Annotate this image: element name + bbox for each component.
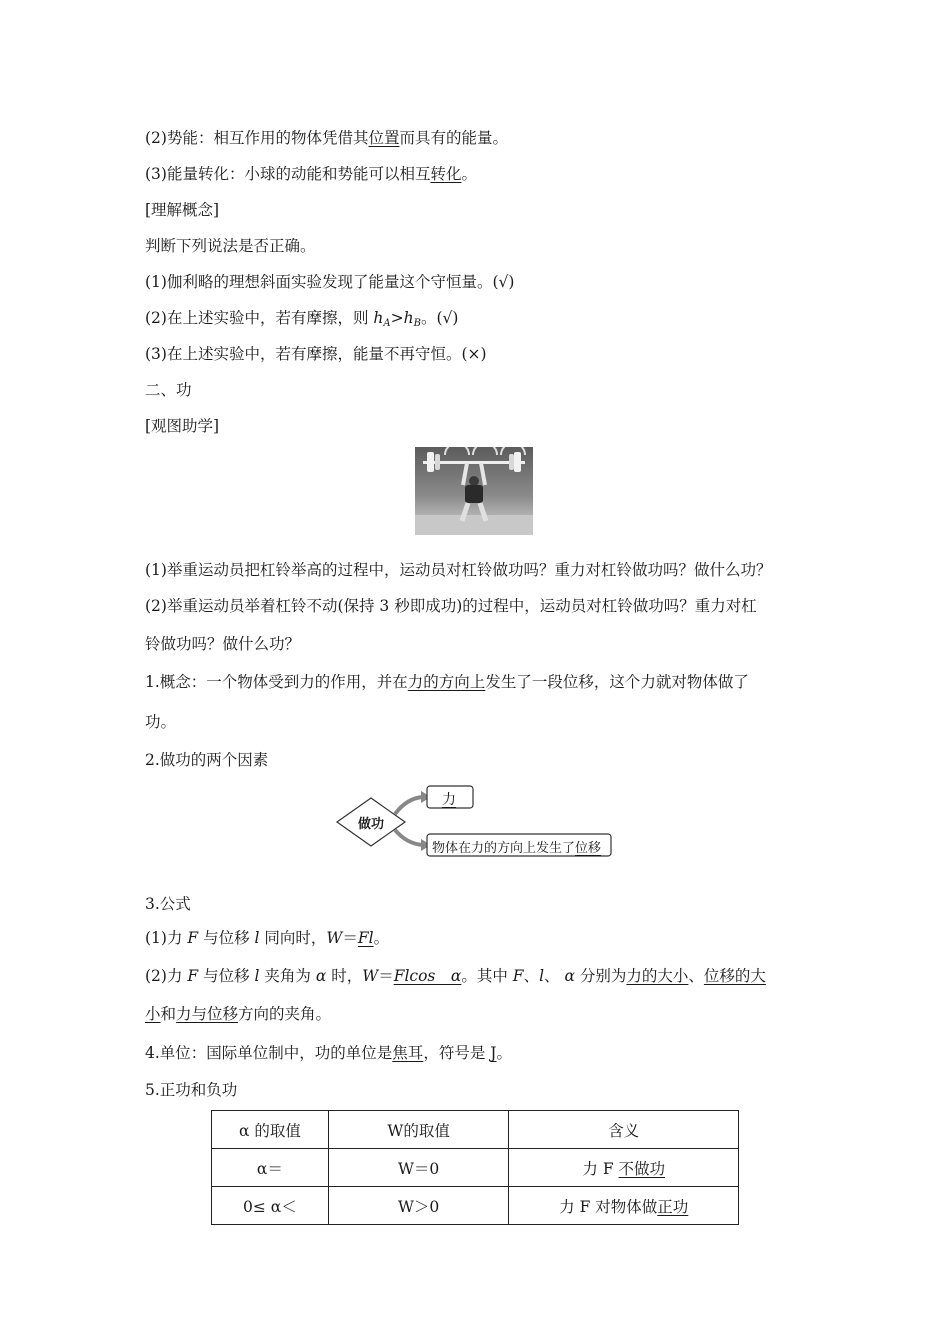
answer-force-direction: 力的方向上 (407, 673, 486, 691)
section-heading-observe: [观图助学] (145, 417, 220, 435)
header-alpha: α 的取值 (212, 1111, 329, 1149)
text: ＝ (378, 967, 394, 985)
text: 和 (160, 1005, 177, 1023)
displacement-label (432, 837, 601, 856)
section-heading-work: 二、功 (145, 381, 192, 399)
weightlifter-photo (415, 447, 533, 535)
answer-positive-work: 正功 (657, 1197, 689, 1216)
table-row (212, 1187, 739, 1225)
question-1: (1)举重运动员把杠铃举高的过程中，运动员对杠铃做功吗？重力对杠铃做功吗？做什么功？ (145, 561, 772, 579)
arrow-up-icon (395, 797, 423, 814)
text: (2)势能：相互作用的物体凭借其 (145, 129, 369, 147)
text: ＝ (342, 929, 358, 947)
var-alpha: α (315, 967, 327, 985)
var-l: l (254, 929, 260, 947)
answer-joule: 焦耳 (392, 1044, 424, 1062)
answer-displacement: 位移 (575, 841, 602, 856)
formula-2-line-2 (145, 1004, 331, 1024)
text: 与位移 (198, 967, 255, 985)
sub-b: B (413, 318, 421, 329)
text: 发生了一段位移，这个力就对物体做了 (485, 673, 749, 691)
section-heading-understand: [理解概念] (145, 201, 220, 219)
text: 方向的夹角。 (238, 1005, 332, 1023)
var-l: l (254, 967, 260, 985)
text: 分别为 (574, 967, 627, 985)
concept-line-2: 功。 (145, 713, 177, 731)
energy-conversion-line (145, 164, 477, 184)
unit-line (145, 1043, 512, 1063)
concept-line-1 (145, 672, 749, 692)
answer-Flcos: Flcos α (393, 967, 462, 985)
arrow-down-icon (395, 830, 423, 845)
text: (2)力 (145, 967, 188, 985)
var-F: F (512, 967, 524, 985)
answer-no-work: 不做功 (618, 1159, 666, 1178)
answer-displacement-magnitude-end: 小 (145, 1005, 161, 1023)
table-header-row (212, 1111, 739, 1149)
text: 。 (373, 929, 390, 947)
var-F: F (187, 929, 199, 947)
text: 力 F 对物体做 (559, 1197, 658, 1216)
answer-conversion: 转化 (430, 165, 462, 183)
text: 与位移 (198, 929, 255, 947)
text: 时， (326, 967, 363, 985)
header-w: W的取值 (328, 1111, 509, 1149)
header-meaning: 含义 (509, 1111, 739, 1149)
cell-meaning (509, 1149, 739, 1187)
text: (3)能量转化：小球的动能和势能可以相互 (145, 165, 431, 183)
text: (2)在上述实验中，若有摩擦，则 (145, 309, 374, 327)
text: 。 (496, 1044, 512, 1062)
weightlifter-illustration (415, 447, 533, 535)
answer-J: J (490, 1044, 497, 1062)
diamond-label: 做功 (358, 817, 385, 832)
cell-w: W＞0 (328, 1187, 509, 1225)
answer-force-and-displacement: 力与位移 (176, 1005, 239, 1023)
text: 4.单位：国际单位制中，功的单位是 (145, 1044, 393, 1062)
text: 力 F (582, 1159, 619, 1178)
question-2-line-1: (2)举重运动员举着杠铃不动(保持 3 秒即成功)的过程中，运动员对杠铃做功吗？重力对杠 (145, 597, 757, 615)
formula-heading: 3.公式 (145, 895, 191, 913)
text: 、 (544, 967, 565, 985)
potential-energy-line (145, 128, 508, 148)
answer-displacement-magnitude: 位移的大 (703, 967, 766, 985)
var-W: W (362, 967, 379, 985)
text: 同向时， (259, 929, 327, 947)
instruction-line: 判断下列说法是否正确。 (145, 237, 316, 255)
cell-meaning (509, 1187, 739, 1225)
text: 。其中 (461, 967, 513, 985)
text: (1)力 (145, 929, 188, 947)
text: 。(√) (420, 309, 459, 327)
judgement-2 (145, 308, 458, 334)
var-W: W (326, 929, 343, 947)
cell-alpha: α＝ (212, 1149, 329, 1187)
text: 夹角为 (259, 967, 316, 985)
answer-position: 位置 (368, 129, 400, 147)
formula-2-line-1 (145, 966, 766, 986)
judgement-1: (1)伽利略的理想斜面实验发现了能量这个守恒量。(√) (145, 273, 515, 291)
var-alpha: α (564, 967, 575, 985)
text: 物体在力的方向上发生了 (432, 841, 576, 856)
var-l: l (539, 967, 545, 985)
factors-heading: 2.做功的两个因素 (145, 751, 269, 769)
text: 、 (688, 967, 704, 985)
formula-1 (145, 928, 389, 948)
force-label: 力 (442, 792, 456, 808)
answer-Fl: Fl (357, 929, 374, 947)
judgement-3: (3)在上述实验中，若有摩擦，能量不再守恒。(×) (145, 345, 487, 363)
text: 1.概念：一个物体受到力的作用，并在 (145, 673, 408, 691)
sub-a: A (383, 318, 391, 329)
work-factors-diagram (335, 780, 625, 869)
question-2-line-2: 铃做功吗？做什么功？ (145, 635, 301, 653)
var-h: h (403, 309, 414, 327)
table-row (212, 1149, 739, 1187)
cell-alpha: 0≤ α＜ (212, 1187, 329, 1225)
positive-negative-heading: 5.正功和负功 (145, 1081, 238, 1099)
text: 、 (523, 967, 540, 985)
answer-force-magnitude: 力的大小 (626, 967, 689, 985)
cell-w: W＝0 (328, 1149, 509, 1187)
var-F: F (187, 967, 199, 985)
gt-symbol: > (390, 309, 404, 327)
text: 而具有的能量。 (399, 129, 508, 147)
text: 。 (461, 165, 477, 183)
work-sign-table (211, 1110, 739, 1225)
text: ，符号是 (423, 1044, 491, 1062)
var-h: h (373, 309, 384, 327)
